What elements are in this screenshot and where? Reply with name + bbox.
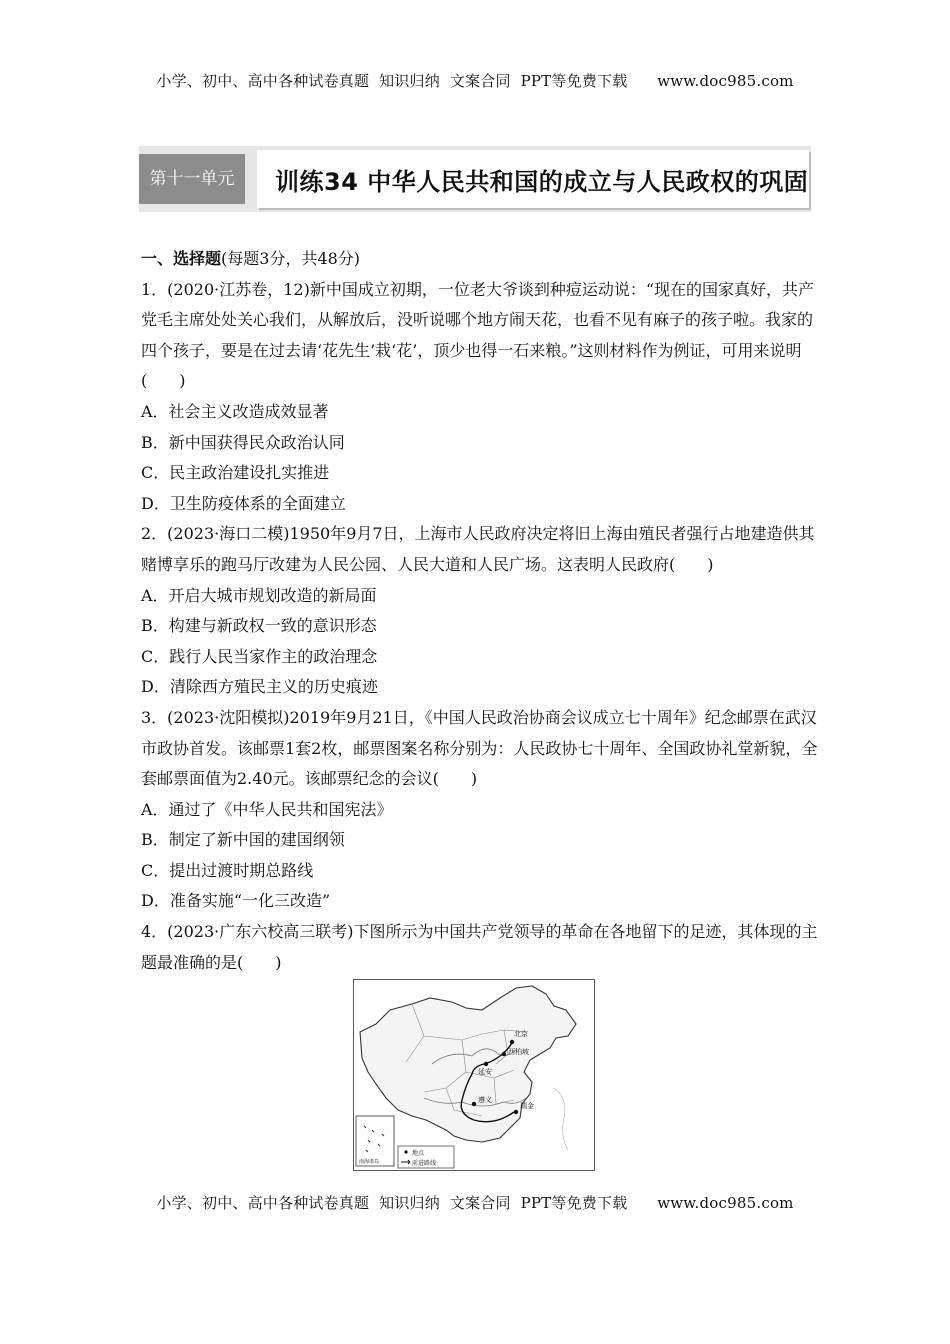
question-3-option-c: C．提出过渡时期总路线 [141, 860, 314, 880]
section-heading-text: 一、选择题 [141, 249, 222, 268]
question-2-option-b: B．构建与新政权一致的意识形态 [141, 616, 377, 636]
question-content [141, 244, 821, 978]
point-xibaipo [502, 1052, 506, 1056]
label-zunyi: 遵义 [478, 1096, 492, 1104]
point-beijing [510, 1040, 514, 1044]
legend-point-label: 地点 [412, 1150, 425, 1157]
question-1-option-b: B．新中国获得民众政治认同 [141, 432, 345, 452]
point-ruijin [514, 1110, 518, 1114]
page-title: 训练34 中华人民共和国的成立与人民政权的巩固 [275, 168, 809, 196]
question-3-option-b: B．制定了新中国的建国纲领 [141, 830, 345, 850]
label-beijing: 北京 [514, 1030, 528, 1038]
question-1-option-d: D．卫生防疫体系的全面建立 [141, 493, 346, 513]
question-2-stem: 2．(2023·海口二模)1950年9月7日，上海市人民政府决定将旧上海由殖民者强行占地建造供其赌博享乐的跑马厅改建为人民公园、人民大道和人民广场。这表明人民政府( ) [141, 524, 815, 574]
question-2-option-c: C．践行人民当家作主的政治理念 [141, 646, 378, 666]
label-ruijin: 瑞金 [520, 1102, 534, 1110]
question-3-option-d: D．准备实施“一化三改造” [141, 891, 331, 911]
point-yanan [484, 1062, 488, 1066]
coast-hint [554, 1088, 568, 1150]
question-1-stem: 1．(2020·江苏卷，12)新中国成立初期，一位老大爷谈到种痘运动说：“现在的国家真好，共产党毛主席处处关心我们，从解放后，没听说哪个地方闹天花，也看不见有麻子的孩子啦。我家的四个孩子，要是在过去请‘花先生’栽‘花’，顶少也得一石来粮。”这则材料作为例证，可用来说明( ) [141, 279, 815, 391]
title-box [257, 150, 809, 208]
question-3-stem: 3．(2023·沈阳模拟)2019年9月21日，《中国人民政治协商会议成立七十周年》纪念邮票在武汉市政协首发。该邮票1套2枚，邮票图案名称分别为：人民政协七十周年、全国政协礼堂新貌，全套邮票面值为2.40元。该邮票纪念的会议( ) [141, 707, 818, 789]
question-1-option-a: A．社会主义改造成效显著 [141, 401, 329, 421]
inset-label: 南海诸岛 [359, 1159, 380, 1165]
label-xibaipo: 西柏坡 [508, 1048, 529, 1056]
section-note: (每题3分，共48分) [221, 249, 361, 268]
page-footer: 小学、初中、高中各种试卷真题 知识归纳 文案合同 PPT等免费下载 www.doc985.com [156, 1194, 794, 1212]
question-1-option-c: C．民主政治建设扎实推进 [141, 463, 330, 483]
question-3-option-a: A．通过了《中华人民共和国宪法》 [141, 799, 393, 819]
label-yanan: 延安 [478, 1068, 492, 1076]
point-zunyi [472, 1102, 476, 1106]
page-header: 小学、初中、高中各种试卷真题 知识归纳 文案合同 PPT等免费下载 www.doc985.com [156, 72, 794, 90]
china-route-map [353, 979, 595, 1171]
question-2-option-a: A．开启大城市规划改造的新局面 [141, 585, 377, 605]
question-4-stem: 4．(2023·广东六校高三联考)下图所示为中国共产党领导的革命在各地留下的足迹，其体现的主题最准确的是( ) [141, 922, 818, 972]
question-2-option-d: D．清除西方殖民主义的历史痕迹 [141, 677, 378, 697]
map-svg [354, 980, 594, 1170]
unit-label: 第十一单元 [139, 154, 245, 204]
legend-route-label: 前进路线 [412, 1160, 437, 1167]
section-heading [141, 244, 821, 275]
legend-point-symbol [404, 1150, 407, 1153]
